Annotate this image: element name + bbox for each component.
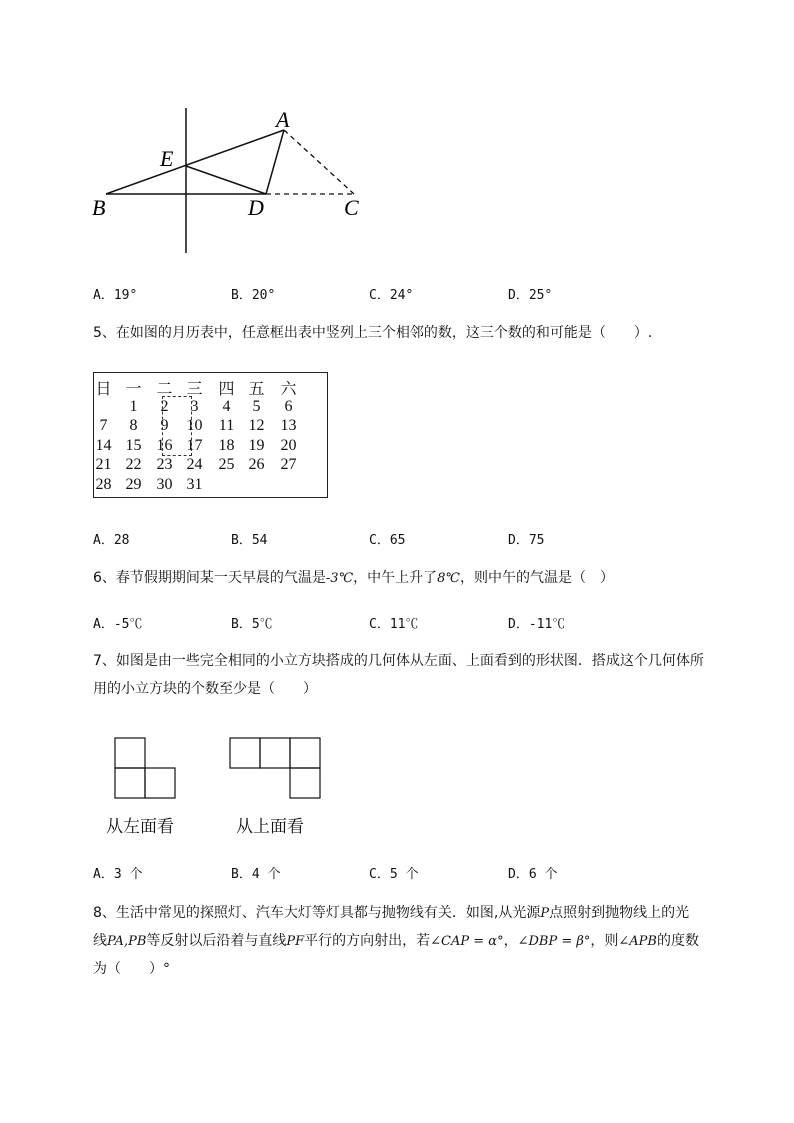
calendar-header-cell: 六 (280, 379, 297, 398)
option-letter: C． (369, 288, 390, 303)
q8-rays-pa-pb: PA,PB (107, 934, 147, 949)
calendar-day-cell: 3 (190, 398, 199, 415)
calendar-day-cell: 30 (156, 476, 173, 493)
top-view-cube-4 (290, 768, 320, 798)
label-C: C (344, 195, 359, 220)
calendar-day-cell: 15 (125, 437, 142, 454)
segment-BA (106, 130, 284, 194)
calendar-header-cell: 一 (125, 379, 142, 398)
calendar-dashed-selection (162, 396, 192, 456)
calendar-header-cell: 五 (248, 379, 265, 398)
calendar-day-cell: 16 (156, 437, 173, 454)
q8-text-line1 (93, 898, 743, 929)
left-view-figure (112, 735, 182, 803)
calendar-day-cell: 18 (218, 437, 235, 454)
q6-text-part: ，中午上升了 (353, 570, 438, 586)
left-view-cube-bottom-left (115, 768, 145, 798)
q8-angle-apb: ∠APB (618, 934, 657, 949)
option-letter: A． (93, 867, 114, 882)
calendar-day-cell: 24 (186, 456, 203, 473)
q4-option-d[interactable] (508, 284, 552, 303)
q8-angle-dbp: ∠DBP = β° (517, 934, 591, 949)
label-A: A (276, 107, 290, 132)
option-letter: A． (93, 533, 114, 548)
calendar-day-cell: 5 (252, 398, 261, 415)
option-value: 4 个 (251, 867, 281, 882)
q8-text-line2 (93, 926, 743, 957)
option-value: 5 个 (389, 867, 419, 882)
option-value: 54 (251, 533, 268, 548)
left-view-caption: 从左面看 (106, 817, 174, 837)
option-value: 6 个 (528, 867, 558, 882)
q7-text-line1: 7、如图是由一些完全相同的小立方块搭成的几何体从左面、上面看到的形状图．搭成这个几何体所 (93, 653, 704, 669)
calendar-day-cell: 20 (280, 437, 297, 454)
top-view-figure (227, 735, 325, 803)
calendar-day-cell: 25 (218, 456, 235, 473)
calendar-day-cell: 6 (284, 398, 293, 415)
calendar-header-cell: 二 (156, 379, 173, 398)
top-view-caption: 从上面看 (236, 817, 304, 837)
option-letter: B． (231, 533, 252, 548)
q7-option-b[interactable] (231, 863, 280, 882)
label-D: D (248, 195, 264, 220)
option-letter: A． (93, 617, 114, 632)
q6-option-b[interactable] (231, 613, 273, 632)
q7-option-a[interactable] (93, 863, 142, 882)
option-letter: D． (508, 533, 529, 548)
q8-angle-cap: ∠CAP = α° (430, 934, 504, 949)
q4-option-b[interactable] (231, 284, 275, 303)
calendar-day-cell: 13 (280, 417, 297, 434)
q8-text-part: 的度数 (656, 933, 699, 949)
label-B: B (92, 195, 106, 220)
calendar-day-cell: 26 (248, 456, 265, 473)
top-view-cube-2 (260, 738, 290, 768)
calendar-day-cell: 7 (99, 417, 108, 434)
option-letter: D． (508, 288, 529, 303)
q6-option-d[interactable] (508, 613, 565, 632)
q5-text: 5、在如图的月历表中，任意框出表中竖列上三个相邻的数，这三个数的和可能是（ ）. (93, 325, 653, 341)
calendar-header-cell: 三 (186, 379, 203, 398)
calendar-day-cell: 27 (280, 456, 297, 473)
calendar-day-cell: 22 (125, 456, 142, 473)
option-letter: C． (369, 867, 390, 882)
calendar-day-cell: 19 (248, 437, 265, 454)
option-value: 20° (251, 288, 276, 303)
calendar-header-cell: 日 (95, 379, 112, 398)
calendar-header-cell: 四 (218, 379, 235, 398)
option-value: 65 (389, 533, 406, 548)
left-view-cube-top (115, 738, 145, 768)
q8-text-part: ，则 (590, 933, 619, 949)
q8-text-part: 点照射到抛物线上的光 (549, 905, 690, 921)
option-letter: B． (231, 617, 252, 632)
calendar-day-cell: 17 (186, 437, 203, 454)
q7-option-d[interactable] (508, 863, 557, 882)
calendar-day-cell: 11 (218, 417, 235, 434)
q8-text-part: 线 (93, 933, 107, 949)
q7-option-c[interactable] (369, 863, 418, 882)
q6-text-part: ，则中午的气温是（ ） (459, 570, 614, 586)
left-view-cube-bottom-right (145, 768, 175, 798)
q8-line-pf: PF (286, 934, 305, 949)
calendar-day-cell: 8 (129, 417, 138, 434)
option-value: -11℃ (528, 617, 566, 632)
geometry-figure (80, 100, 380, 260)
calendar-day-cell: 12 (248, 417, 265, 434)
calendar-day-cell: 14 (95, 437, 112, 454)
q6-option-c[interactable] (369, 613, 418, 632)
option-value: 24° (389, 288, 414, 303)
q4-option-c[interactable] (369, 284, 413, 303)
q8-point-p: P (540, 906, 550, 921)
calendar-day-cell: 31 (186, 476, 203, 493)
option-letter: C． (369, 533, 390, 548)
option-value: 3 个 (113, 867, 143, 882)
option-value: 25° (528, 288, 553, 303)
calendar-day-cell: 2 (160, 398, 169, 415)
option-value: 11℃ (389, 617, 419, 632)
calendar-day-cell: 9 (160, 417, 169, 434)
calendar-day-cell: 23 (156, 456, 173, 473)
option-value: 5℃ (251, 617, 273, 632)
option-letter: D． (508, 867, 529, 882)
q6-text (93, 563, 743, 594)
option-letter: B． (231, 867, 252, 882)
top-view-cube-3 (290, 738, 320, 768)
label-E: E (160, 146, 174, 171)
q6-option-a[interactable] (93, 613, 142, 632)
q5-option-b[interactable] (231, 529, 267, 548)
q6-temp-rise: 8℃ (437, 571, 460, 586)
segment-AC-dashed (284, 130, 354, 194)
option-value: 75 (528, 533, 545, 548)
calendar-day-cell: 29 (125, 476, 142, 493)
calendar-day-cell: 1 (129, 398, 138, 415)
q8-text-part: 等反射以后沿着与直线 (146, 933, 287, 949)
option-letter: A． (93, 288, 114, 303)
option-letter: C． (369, 617, 390, 632)
option-value: -5℃ (113, 617, 143, 632)
q6-text-part: 6、春节假期期间某一天早晨的气温是 (93, 570, 326, 586)
option-value: 19° (113, 288, 138, 303)
calendar-day-cell: 10 (186, 417, 203, 434)
q7-text-line2: 用的小立方块的个数至少是（ ） (93, 681, 317, 697)
calendar-day-cell: 4 (222, 398, 231, 415)
segment-ED (186, 166, 266, 194)
q4-option-a[interactable] (93, 284, 137, 303)
option-letter: D． (508, 617, 529, 632)
q8-text-part: 平行的方向射出，若 (304, 933, 431, 949)
q8-text-line3: 为（ ）° (93, 961, 170, 977)
top-view-cube-1 (230, 738, 260, 768)
q6-temp-morning: -3℃ (325, 571, 354, 586)
q8-text-part: ， (503, 933, 518, 949)
calendar-day-cell: 21 (95, 456, 112, 473)
q5-option-a[interactable] (93, 529, 129, 548)
q5-option-c[interactable] (369, 529, 405, 548)
q5-option-d[interactable] (508, 529, 544, 548)
option-value: 28 (113, 533, 130, 548)
q8-text-part: 8、生活中常见的探照灯、汽车大灯等灯具都与抛物线有关．如图,从光源 (93, 905, 541, 921)
calendar-day-cell: 28 (95, 476, 112, 493)
segment-AD (266, 130, 284, 194)
option-letter: B． (231, 288, 252, 303)
